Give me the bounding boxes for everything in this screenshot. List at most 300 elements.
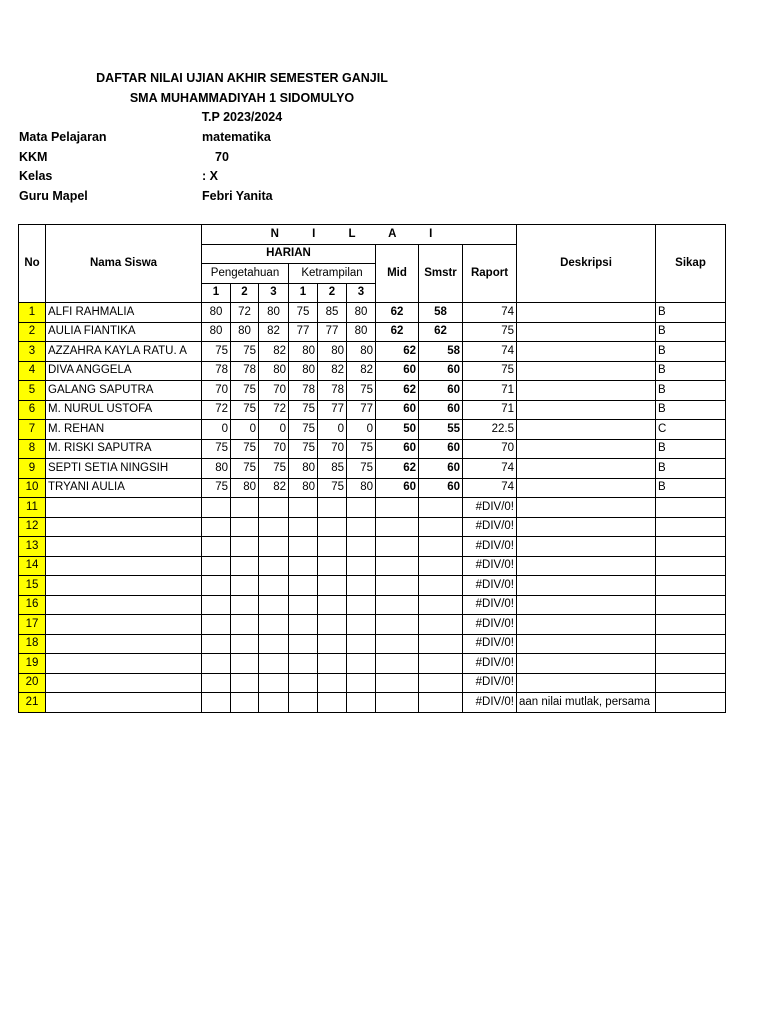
mid-score[interactable]: 50	[376, 420, 419, 440]
pengetahuan-score-2[interactable]: 75	[231, 381, 259, 401]
deskripsi-cell[interactable]	[517, 537, 656, 557]
pengetahuan-score-3[interactable]	[259, 498, 289, 518]
pengetahuan-score-1[interactable]	[202, 498, 231, 518]
kelas-label: Kelas	[19, 169, 53, 183]
deskripsi-cell[interactable]	[517, 439, 656, 459]
ketrampilan-score-2[interactable]: 77	[318, 322, 347, 342]
pengetahuan-score-1[interactable]	[202, 537, 231, 557]
deskripsi-cell[interactable]	[517, 634, 656, 654]
table-row	[19, 322, 726, 342]
student-name-cell[interactable]: M. RISKI SAPUTRA	[46, 439, 202, 459]
raport-score[interactable]: 74	[463, 303, 517, 323]
mid-score[interactable]	[376, 693, 419, 713]
mid-score[interactable]: 62	[376, 303, 419, 323]
pengetahuan-score-2[interactable]: 72	[231, 303, 259, 323]
pengetahuan-score-2[interactable]	[231, 654, 259, 674]
sikap-cell[interactable]	[656, 595, 726, 615]
pengetahuan-score-1[interactable]: 75	[202, 342, 231, 362]
raport-score[interactable]: #DIV/0!	[463, 615, 517, 635]
pengetahuan-score-3[interactable]	[259, 615, 289, 635]
smstr-score[interactable]: 60	[419, 478, 463, 498]
deskripsi-cell[interactable]	[517, 342, 656, 362]
deskripsi-cell[interactable]	[517, 361, 656, 381]
student-name-cell[interactable]	[46, 615, 202, 635]
ketrampilan-score-1[interactable]: 80	[289, 478, 318, 498]
pengetahuan-score-3[interactable]	[259, 517, 289, 537]
ketrampilan-score-3[interactable]	[347, 615, 376, 635]
smstr-score[interactable]: 60	[419, 400, 463, 420]
smstr-score[interactable]	[419, 654, 463, 674]
deskripsi-cell[interactable]	[517, 595, 656, 615]
raport-score[interactable]: #DIV/0!	[463, 517, 517, 537]
raport-score[interactable]: 22.5	[463, 420, 517, 440]
ketrampilan-score-3[interactable]	[347, 595, 376, 615]
raport-score[interactable]: #DIV/0!	[463, 576, 517, 596]
mid-score[interactable]	[376, 654, 419, 674]
sikap-cell[interactable]	[656, 556, 726, 576]
pengetahuan-score-3[interactable]: 70	[259, 381, 289, 401]
mid-score[interactable]: 62	[376, 342, 419, 362]
table-row	[19, 342, 726, 362]
ketrampilan-score-1[interactable]	[289, 576, 318, 596]
pengetahuan-score-3[interactable]: 80	[259, 361, 289, 381]
ketrampilan-score-2[interactable]: 85	[318, 459, 347, 479]
ketrampilan-score-3[interactable]: 0	[347, 420, 376, 440]
ketrampilan-score-3[interactable]: 82	[347, 361, 376, 381]
raport-score[interactable]: #DIV/0!	[463, 634, 517, 654]
pengetahuan-score-2[interactable]: 75	[231, 400, 259, 420]
student-name-cell[interactable]: M. NURUL USTOFA	[46, 400, 202, 420]
sikap-cell[interactable]: B	[656, 381, 726, 401]
row-number: 8	[19, 439, 46, 459]
smstr-score[interactable]	[419, 595, 463, 615]
pengetahuan-score-3[interactable]: 82	[259, 322, 289, 342]
ketrampilan-score-1[interactable]: 77	[289, 322, 318, 342]
mid-score[interactable]: 62	[376, 322, 419, 342]
ketrampilan-score-2[interactable]	[318, 498, 347, 518]
ketrampilan-score-2[interactable]	[318, 556, 347, 576]
mid-score[interactable]	[376, 556, 419, 576]
sikap-cell[interactable]: B	[656, 303, 726, 323]
pengetahuan-score-1[interactable]	[202, 517, 231, 537]
mid-score[interactable]	[376, 634, 419, 654]
pengetahuan-score-2[interactable]: 75	[231, 459, 259, 479]
student-name-cell[interactable]	[46, 517, 202, 537]
ketrampilan-score-2[interactable]: 0	[318, 420, 347, 440]
ketrampilan-score-1[interactable]	[289, 498, 318, 518]
ketrampilan-score-3[interactable]	[347, 537, 376, 557]
sikap-cell[interactable]: B	[656, 400, 726, 420]
table-row	[19, 381, 726, 401]
sikap-cell[interactable]: B	[656, 459, 726, 479]
ketrampilan-score-3[interactable]	[347, 498, 376, 518]
student-name-cell[interactable]: ALFI RAHMALIA	[46, 303, 202, 323]
smstr-score[interactable]: 60	[419, 381, 463, 401]
smstr-score[interactable]	[419, 576, 463, 596]
smstr-score[interactable]: 60	[419, 459, 463, 479]
ketrampilan-score-1[interactable]	[289, 634, 318, 654]
deskripsi-cell[interactable]	[517, 556, 656, 576]
mid-score[interactable]	[376, 615, 419, 635]
pengetahuan-score-1[interactable]	[202, 615, 231, 635]
student-name-cell[interactable]	[46, 498, 202, 518]
pengetahuan-score-1[interactable]	[202, 654, 231, 674]
deskripsi-cell[interactable]	[517, 615, 656, 635]
raport-score[interactable]: 74	[463, 342, 517, 362]
table-row	[19, 556, 726, 576]
pengetahuan-score-1[interactable]	[202, 673, 231, 693]
ketrampilan-score-3[interactable]	[347, 634, 376, 654]
mid-score[interactable]: 60	[376, 439, 419, 459]
ketrampilan-score-1[interactable]	[289, 517, 318, 537]
pengetahuan-score-3[interactable]	[259, 595, 289, 615]
student-name-cell[interactable]	[46, 673, 202, 693]
ketrampilan-score-1[interactable]	[289, 673, 318, 693]
raport-score[interactable]: 75	[463, 322, 517, 342]
smstr-score[interactable]: 58	[419, 303, 463, 323]
table-row	[19, 595, 726, 615]
smstr-score[interactable]	[419, 537, 463, 557]
mapel-label: Mata Pelajaran	[19, 130, 107, 144]
pengetahuan-score-1[interactable]	[202, 576, 231, 596]
pengetahuan-score-2[interactable]: 75	[231, 439, 259, 459]
raport-score[interactable]: #DIV/0!	[463, 673, 517, 693]
ketrampilan-score-2[interactable]: 82	[318, 361, 347, 381]
pengetahuan-score-2[interactable]	[231, 595, 259, 615]
pengetahuan-score-2[interactable]	[231, 537, 259, 557]
ketrampilan-score-3[interactable]: 77	[347, 400, 376, 420]
ketrampilan-score-2[interactable]	[318, 595, 347, 615]
raport-score[interactable]: #DIV/0!	[463, 498, 517, 518]
raport-score[interactable]: 74	[463, 459, 517, 479]
student-name-cell[interactable]	[46, 595, 202, 615]
ketrampilan-score-3[interactable]: 75	[347, 439, 376, 459]
ketrampilan-score-1[interactable]: 75	[289, 303, 318, 323]
ketrampilan-score-1[interactable]: 78	[289, 381, 318, 401]
pengetahuan-score-1[interactable]: 80	[202, 303, 231, 323]
ketrampilan-score-2[interactable]: 85	[318, 303, 347, 323]
sikap-cell[interactable]: B	[656, 361, 726, 381]
pengetahuan-score-1[interactable]: 75	[202, 478, 231, 498]
ketrampilan-score-3[interactable]: 75	[347, 381, 376, 401]
sikap-cell[interactable]	[656, 537, 726, 557]
pengetahuan-score-1[interactable]	[202, 634, 231, 654]
pengetahuan-score-3[interactable]	[259, 693, 289, 713]
ketrampilan-score-1[interactable]: 75	[289, 400, 318, 420]
mid-score[interactable]: 60	[376, 400, 419, 420]
deskripsi-cell[interactable]	[517, 498, 656, 518]
row-number: 7	[19, 420, 46, 440]
smstr-score[interactable]: 60	[419, 439, 463, 459]
school-name: SMA MUHAMMADIYAH 1 SIDOMULYO	[129, 91, 355, 105]
ketrampilan-score-3[interactable]: 80	[347, 478, 376, 498]
mid-score[interactable]	[376, 517, 419, 537]
mid-score[interactable]	[376, 537, 419, 557]
row-number: 13	[19, 537, 46, 557]
pengetahuan-score-3[interactable]: 80	[259, 303, 289, 323]
pengetahuan-score-2[interactable]	[231, 673, 259, 693]
pengetahuan-score-3[interactable]: 75	[259, 459, 289, 479]
ketrampilan-score-3[interactable]	[347, 654, 376, 674]
pengetahuan-score-2[interactable]	[231, 615, 259, 635]
ketrampilan-score-2[interactable]: 77	[318, 400, 347, 420]
student-name-cell[interactable]: AZZAHRA KAYLA RATU. A	[46, 342, 202, 362]
deskripsi-cell[interactable]	[517, 673, 656, 693]
pengetahuan-score-2[interactable]: 80	[231, 478, 259, 498]
ketrampilan-score-2[interactable]: 78	[318, 381, 347, 401]
student-name-cell[interactable]: TRYANI AULIA	[46, 478, 202, 498]
pengetahuan-score-3[interactable]	[259, 537, 289, 557]
kkm-label: KKM	[19, 150, 48, 164]
ketrampilan-score-1[interactable]	[289, 556, 318, 576]
sikap-cell[interactable]	[656, 634, 726, 654]
ketrampilan-score-1[interactable]: 80	[289, 361, 318, 381]
pengetahuan-score-3[interactable]: 72	[259, 400, 289, 420]
pengetahuan-score-2[interactable]	[231, 634, 259, 654]
ketrampilan-score-1[interactable]	[289, 693, 318, 713]
raport-score[interactable]: #DIV/0!	[463, 537, 517, 557]
table-row	[19, 439, 726, 459]
row-number: 15	[19, 576, 46, 596]
pengetahuan-score-2[interactable]	[231, 517, 259, 537]
ketrampilan-score-2[interactable]	[318, 673, 347, 693]
mid-score[interactable]	[376, 673, 419, 693]
student-name-cell[interactable]	[46, 537, 202, 557]
raport-score[interactable]: 75	[463, 361, 517, 381]
mid-score[interactable]: 60	[376, 361, 419, 381]
header-sub-p3: 3	[259, 283, 289, 303]
table-row	[19, 634, 726, 654]
pengetahuan-score-1[interactable]: 70	[202, 381, 231, 401]
pengetahuan-score-1[interactable]	[202, 556, 231, 576]
student-name-cell[interactable]	[46, 654, 202, 674]
pengetahuan-score-3[interactable]: 82	[259, 342, 289, 362]
pengetahuan-score-2[interactable]	[231, 556, 259, 576]
smstr-score[interactable]	[419, 634, 463, 654]
deskripsi-cell[interactable]	[517, 303, 656, 323]
row-number: 21	[19, 693, 46, 713]
pengetahuan-score-2[interactable]	[231, 498, 259, 518]
ketrampilan-score-2[interactable]	[318, 517, 347, 537]
table-row	[19, 400, 726, 420]
raport-score[interactable]: 70	[463, 439, 517, 459]
row-number: 20	[19, 673, 46, 693]
ketrampilan-score-3[interactable]: 80	[347, 342, 376, 362]
mid-score[interactable]: 62	[376, 381, 419, 401]
raport-score[interactable]: #DIV/0!	[463, 595, 517, 615]
pengetahuan-score-3[interactable]: 70	[259, 439, 289, 459]
pengetahuan-score-1[interactable]: 80	[202, 459, 231, 479]
deskripsi-cell[interactable]	[517, 381, 656, 401]
mid-score[interactable]	[376, 498, 419, 518]
raport-score[interactable]: #DIV/0!	[463, 654, 517, 674]
sikap-cell[interactable]: B	[656, 478, 726, 498]
ketrampilan-score-3[interactable]	[347, 517, 376, 537]
pengetahuan-score-3[interactable]: 82	[259, 478, 289, 498]
raport-score[interactable]: 71	[463, 400, 517, 420]
sikap-cell[interactable]: B	[656, 439, 726, 459]
deskripsi-cell[interactable]	[517, 654, 656, 674]
guru-label: Guru Mapel	[19, 189, 88, 203]
pengetahuan-score-1[interactable]: 0	[202, 420, 231, 440]
deskripsi-cell[interactable]	[517, 576, 656, 596]
ketrampilan-score-2[interactable]	[318, 615, 347, 635]
ketrampilan-score-3[interactable]	[347, 576, 376, 596]
ketrampilan-score-2[interactable]: 70	[318, 439, 347, 459]
deskripsi-cell[interactable]	[517, 517, 656, 537]
header-harian: HARIAN	[202, 244, 376, 264]
smstr-score[interactable]	[419, 673, 463, 693]
smstr-score[interactable]: 62	[419, 322, 463, 342]
pengetahuan-score-1[interactable]: 80	[202, 322, 231, 342]
pengetahuan-score-1[interactable]: 72	[202, 400, 231, 420]
student-name-cell[interactable]: DIVA ANGGELA	[46, 361, 202, 381]
sikap-cell[interactable]	[656, 498, 726, 518]
pengetahuan-score-3[interactable]	[259, 576, 289, 596]
row-number: 16	[19, 595, 46, 615]
ketrampilan-score-3[interactable]	[347, 673, 376, 693]
pengetahuan-score-3[interactable]	[259, 654, 289, 674]
student-name-cell[interactable]: GALANG SAPUTRA	[46, 381, 202, 401]
pengetahuan-score-1[interactable]: 75	[202, 439, 231, 459]
row-number: 9	[19, 459, 46, 479]
raport-score[interactable]: #DIV/0!	[463, 693, 517, 713]
table-row	[19, 478, 726, 498]
pengetahuan-score-1[interactable]	[202, 693, 231, 713]
header-deskripsi: Deskripsi	[517, 225, 656, 303]
mid-score[interactable]: 62	[376, 459, 419, 479]
raport-score[interactable]: 71	[463, 381, 517, 401]
row-number: 2	[19, 322, 46, 342]
table-row	[19, 654, 726, 674]
raport-score[interactable]: #DIV/0!	[463, 556, 517, 576]
header-no: No	[19, 225, 46, 303]
table-row	[19, 303, 726, 323]
pengetahuan-score-2[interactable]: 75	[231, 342, 259, 362]
pengetahuan-score-2[interactable]: 80	[231, 322, 259, 342]
row-number: 11	[19, 498, 46, 518]
sikap-cell[interactable]	[656, 517, 726, 537]
pengetahuan-score-3[interactable]: 0	[259, 420, 289, 440]
deskripsi-cell[interactable]: aan nilai mutlak, persama	[517, 693, 656, 713]
raport-score[interactable]: 74	[463, 478, 517, 498]
smstr-score[interactable]	[419, 498, 463, 518]
smstr-score[interactable]: 60	[419, 361, 463, 381]
table-row	[19, 693, 726, 713]
ketrampilan-score-2[interactable]	[318, 537, 347, 557]
header-ketrampilan: Ketrampilan	[289, 264, 376, 284]
mapel-value: matematika	[202, 130, 271, 144]
ketrampilan-score-2[interactable]: 75	[318, 478, 347, 498]
header-smstr: Smstr	[419, 244, 463, 303]
ketrampilan-score-3[interactable]: 80	[347, 322, 376, 342]
ketrampilan-score-1[interactable]	[289, 654, 318, 674]
smstr-score[interactable]	[419, 693, 463, 713]
table-row	[19, 615, 726, 635]
pengetahuan-score-2[interactable]: 0	[231, 420, 259, 440]
deskripsi-cell[interactable]	[517, 400, 656, 420]
ketrampilan-score-2[interactable]	[318, 634, 347, 654]
student-name-cell[interactable]: M. REHAN	[46, 420, 202, 440]
header-raport: Raport	[463, 244, 517, 303]
row-number: 17	[19, 615, 46, 635]
school-year: T.P 2023/2024	[201, 110, 283, 124]
ketrampilan-score-1[interactable]: 75	[289, 420, 318, 440]
deskripsi-cell[interactable]	[517, 459, 656, 479]
sikap-cell[interactable]	[656, 576, 726, 596]
student-name-cell[interactable]	[46, 556, 202, 576]
smstr-score[interactable]	[419, 517, 463, 537]
pengetahuan-score-2[interactable]	[231, 576, 259, 596]
ketrampilan-score-3[interactable]: 75	[347, 459, 376, 479]
student-name-cell[interactable]	[46, 693, 202, 713]
ketrampilan-score-2[interactable]	[318, 576, 347, 596]
ketrampilan-score-2[interactable]	[318, 693, 347, 713]
header-sub-k3: 3	[347, 283, 376, 303]
ketrampilan-score-3[interactable]	[347, 556, 376, 576]
pengetahuan-score-3[interactable]	[259, 634, 289, 654]
mid-score[interactable]	[376, 595, 419, 615]
pengetahuan-score-1[interactable]	[202, 595, 231, 615]
smstr-score[interactable]	[419, 556, 463, 576]
sikap-cell[interactable]: C	[656, 420, 726, 440]
deskripsi-cell[interactable]	[517, 420, 656, 440]
student-name-cell[interactable]	[46, 576, 202, 596]
ketrampilan-score-1[interactable]	[289, 537, 318, 557]
guru-value: Febri Yanita	[202, 189, 273, 203]
smstr-score[interactable]	[419, 615, 463, 635]
ketrampilan-score-1[interactable]	[289, 615, 318, 635]
sikap-cell[interactable]	[656, 673, 726, 693]
mid-score[interactable]	[376, 576, 419, 596]
pengetahuan-score-3[interactable]	[259, 673, 289, 693]
student-name-cell[interactable]: AULIA FIANTIKA	[46, 322, 202, 342]
header-sub-p2: 2	[231, 283, 259, 303]
student-name-cell[interactable]	[46, 634, 202, 654]
pengetahuan-score-3[interactable]	[259, 556, 289, 576]
sikap-cell[interactable]	[656, 693, 726, 713]
pengetahuan-score-2[interactable]	[231, 693, 259, 713]
deskripsi-cell[interactable]	[517, 322, 656, 342]
row-number: 1	[19, 303, 46, 323]
smstr-score[interactable]: 55	[419, 420, 463, 440]
ketrampilan-score-1[interactable]: 80	[289, 459, 318, 479]
ketrampilan-score-2[interactable]	[318, 654, 347, 674]
pengetahuan-score-1[interactable]: 78	[202, 361, 231, 381]
ketrampilan-score-1[interactable]: 75	[289, 439, 318, 459]
ketrampilan-score-3[interactable]: 80	[347, 303, 376, 323]
sikap-cell[interactable]: B	[656, 342, 726, 362]
smstr-score[interactable]: 58	[419, 342, 463, 362]
header-sikap: Sikap	[656, 225, 726, 303]
kkm-value: 70	[215, 150, 229, 164]
sikap-cell[interactable]	[656, 654, 726, 674]
ketrampilan-score-1[interactable]	[289, 595, 318, 615]
row-number: 5	[19, 381, 46, 401]
student-name-cell[interactable]: SEPTI SETIA NINGSIH	[46, 459, 202, 479]
pengetahuan-score-2[interactable]: 78	[231, 361, 259, 381]
ketrampilan-score-1[interactable]: 80	[289, 342, 318, 362]
ketrampilan-score-3[interactable]	[347, 693, 376, 713]
grade-table	[18, 224, 726, 713]
sikap-cell[interactable]	[656, 615, 726, 635]
sikap-cell[interactable]: B	[656, 322, 726, 342]
header-sub-p1: 1	[202, 283, 231, 303]
ketrampilan-score-2[interactable]: 80	[318, 342, 347, 362]
mid-score[interactable]: 60	[376, 478, 419, 498]
header-pengetahuan: Pengetahuan	[202, 264, 289, 284]
deskripsi-cell[interactable]	[517, 478, 656, 498]
